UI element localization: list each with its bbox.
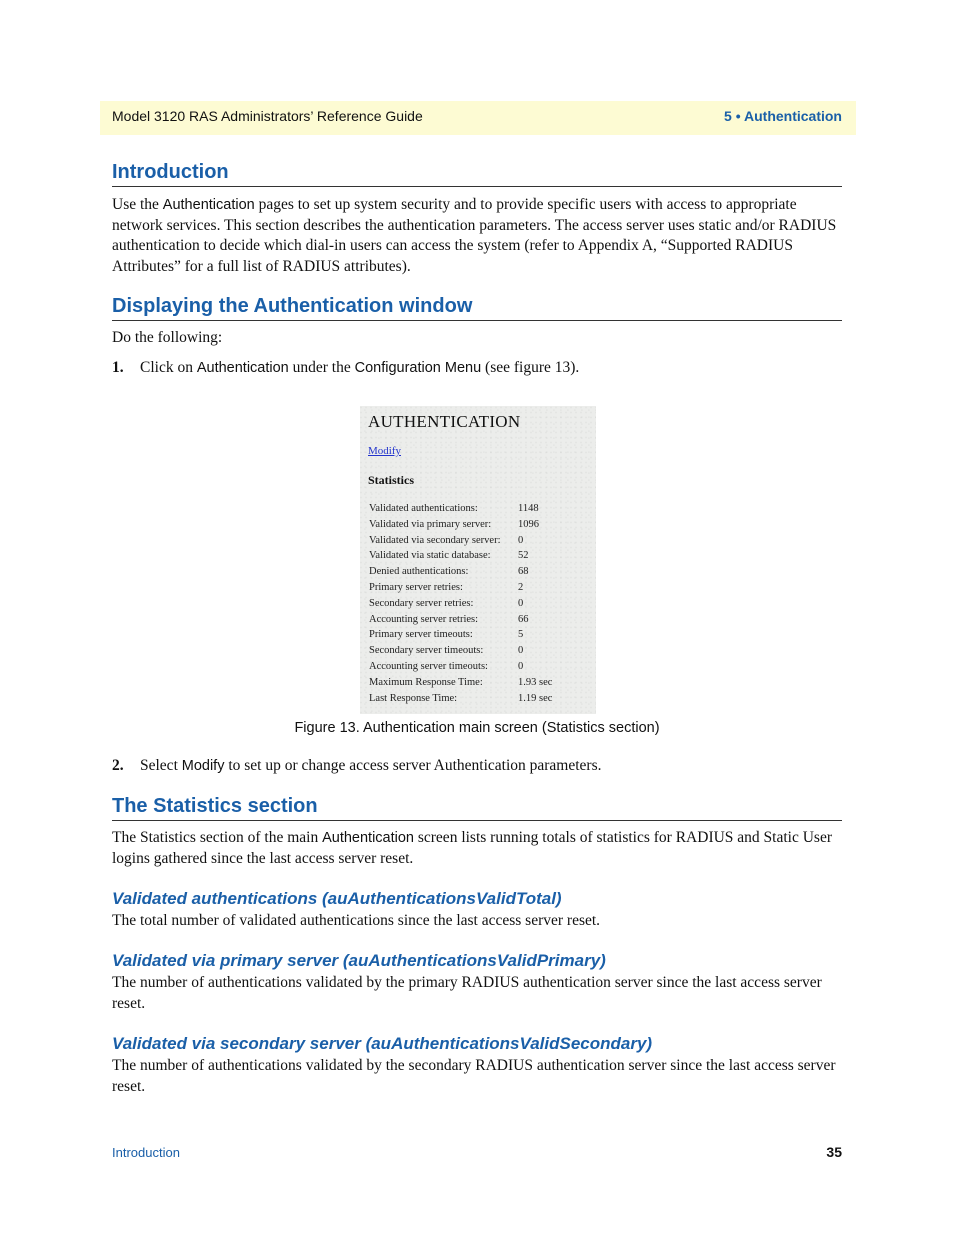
heading-displaying: Displaying the Authentication window (112, 294, 842, 321)
heading-introduction: Introduction (112, 160, 842, 187)
validated-secondary-text: The number of authentications validated by the secondary RADIUS authentication server since the last access server reset. (112, 1057, 836, 1095)
statistics-row-value: 52 (518, 550, 529, 562)
statistics-paragraph: The Statistics section of the main Authentication screen lists running totals of statistics for RADIUS and Static User logins gathered since the last access server reset. (112, 829, 832, 867)
modify-link[interactable]: Modify (368, 445, 401, 457)
statistics-row (369, 661, 589, 677)
statistics-row-value: 66 (518, 613, 529, 625)
statistics-row (369, 535, 589, 551)
chapter-label: 5 • Authentication (724, 108, 842, 124)
footer-section-name: Introduction (112, 1145, 180, 1160)
statistics-heading: Statistics (368, 473, 414, 487)
guide-title: Model 3120 RAS Administrators’ Reference Guide (112, 108, 423, 124)
running-header (100, 101, 856, 135)
statistics-row-label: Validated authentications: (369, 503, 478, 514)
heading-statistics: The Statistics section (112, 794, 842, 821)
statistics-row (369, 693, 589, 709)
statistics-row-label: Denied authentications: (369, 566, 469, 578)
statistics-row (369, 614, 589, 630)
step-1: 1. Click on Authentication under the Configuration Menu (see figure 13). (112, 359, 580, 376)
ui-term-authentication: Authentication (162, 197, 255, 213)
statistics-row (369, 645, 589, 661)
statistics-row (369, 519, 589, 535)
statistics-row-value: 1148 (518, 503, 539, 514)
statistics-row-value: 0 (518, 597, 524, 609)
displaying-intro: Do the following: (112, 329, 223, 346)
statistics-row-label: Primary server retries: (369, 581, 463, 593)
statistics-table (369, 503, 589, 708)
statistics-row (369, 550, 589, 566)
statistics-row-value: 0 (518, 645, 524, 657)
figure-title: AUTHENTICATION (368, 412, 521, 431)
subheading-validated-primary: Validated via primary server (auAuthenticationsValidPrimary) (112, 951, 606, 970)
subheading-validated-secondary: Validated via secondary server (auAuthenticationsValidSecondary) (112, 1034, 653, 1053)
statistics-row-label: Secondary server retries: (369, 597, 474, 609)
statistics-row-value: 1.93 sec (518, 676, 553, 688)
page-number: 35 (826, 1144, 842, 1160)
statistics-row-label: Accounting server timeouts: (369, 660, 488, 672)
statistics-row-value: 0 (518, 660, 524, 672)
statistics-row-label: Validated via secondary server: (369, 534, 501, 546)
figure-caption: Figure 13. Authentication main screen (Statistics section) (294, 720, 660, 736)
statistics-row (369, 598, 589, 614)
statistics-row-value: 68 (518, 566, 529, 578)
statistics-row-label: Primary server timeouts: (369, 629, 473, 641)
statistics-row-label: Validated via static database: (369, 550, 491, 562)
statistics-row-value: 1096 (518, 518, 539, 530)
statistics-row-value: 1.19 sec (518, 692, 553, 704)
statistics-row-label: Validated via primary server: (369, 518, 492, 530)
introduction-paragraph: Use the Authentication pages to set up system security and to provide specific users with access to appropriate network services. This section describes the authentication parameters. The access server uses static and/or RADIUS authentication to decide which dial-in users can access the system (refer to Appendix A, “Supported RADIUS Attributes” for a full list of RADIUS attributes). (112, 196, 837, 275)
statistics-row (369, 503, 589, 519)
statistics-row-value: 5 (518, 629, 524, 641)
statistics-row (369, 582, 589, 598)
statistics-row (369, 629, 589, 645)
statistics-row-value: 2 (518, 581, 524, 593)
authentication-screenshot (360, 406, 596, 714)
validated-total-text: The total number of validated authentications since the last access server reset. (112, 912, 601, 929)
statistics-row-label: Secondary server timeouts: (369, 645, 484, 657)
validated-primary-text: The number of authentications validated by the primary RADIUS authentication server since the last access server reset. (112, 974, 822, 1012)
statistics-row (369, 677, 589, 693)
statistics-row-label: Maximum Response Time: (369, 676, 483, 688)
step-2: 2. Select Modify to set up or change access server Authentication parameters. (112, 757, 602, 774)
statistics-row (369, 566, 589, 582)
statistics-row-value: 0 (518, 534, 524, 546)
subheading-validated-total: Validated authentications (auAuthenticationsValidTotal) (112, 889, 562, 908)
statistics-row-label: Last Response Time: (369, 692, 458, 704)
statistics-row-label: Accounting server retries: (369, 613, 479, 625)
